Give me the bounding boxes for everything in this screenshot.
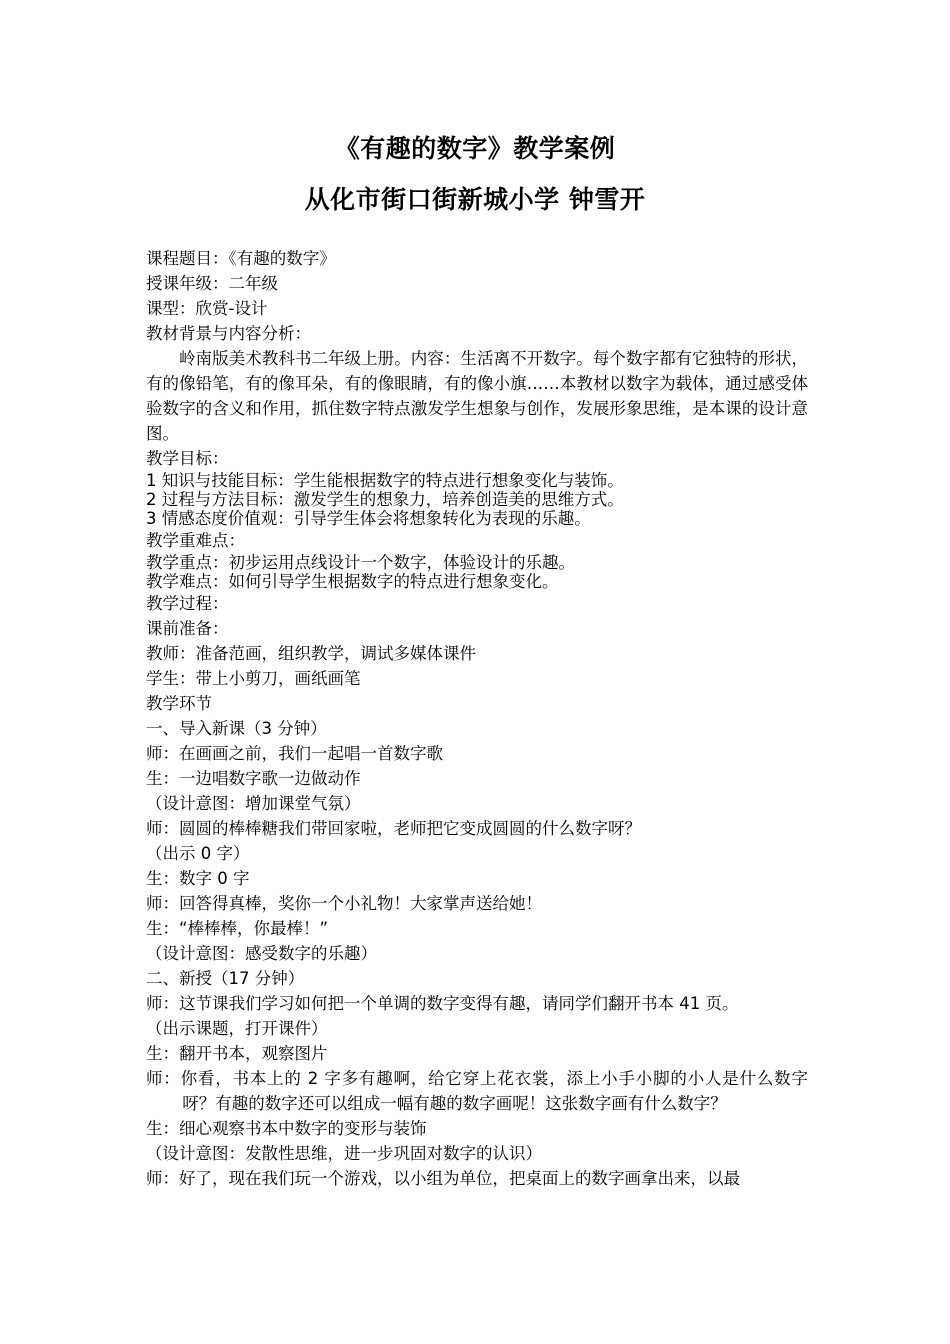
text-line: 授课年级：二年级: [146, 274, 278, 293]
text-line: 课型：欣赏-设计: [146, 299, 268, 318]
text-line: 师：在画画之前，我们一起唱一首数字歌: [146, 744, 443, 763]
text-line: 教学过程：: [146, 594, 229, 613]
text-line: 生：“棒棒棒，你最棒！”: [146, 919, 329, 938]
text-line: 课程题目：《有趣的数字》: [146, 249, 336, 268]
text-line: 3 情感态度价值观：引导学生体会将想象转化为表现的乐趣。: [146, 509, 591, 528]
text-line: （出示课题，打开课件）: [146, 1019, 328, 1038]
text-line: 教学重难点：: [146, 531, 245, 550]
document-author: 从化市街口街新城小学 钟雪开: [304, 185, 646, 214]
text-line: 学生：带上小剪刀，画纸画笔: [146, 669, 361, 688]
text-line: 课前准备：: [146, 619, 229, 638]
text-line: （设计意图：发散性思维，进一步巩固对数字的认识）: [146, 1144, 542, 1163]
text-line: 教学目标：: [146, 449, 229, 468]
text-line: （出示 0 字）: [146, 844, 250, 863]
text-line: 教材背景与内容分析：: [146, 324, 311, 343]
text-line: 二、新授（17 分钟）: [146, 969, 305, 988]
text-line: 教学重点：初步运用点线设计一个数字，体验设计的乐趣。: [146, 553, 575, 572]
text-line: 生：数字 0 字: [146, 869, 250, 888]
text-line: 教学难点：如何引导学生根据数字的特点进行想象变化。: [146, 572, 559, 591]
text-paragraph: 师：你看，书本上的 2 字多有趣啊，给它穿上花衣裳，添上小手小脚的小人是什么数字呀？有趣的数字还可以组成一幅有趣的数字画呢！这张数字画有什么数字？: [146, 1069, 808, 1113]
text-line: 1 知识与技能目标：学生能根据数字的特点进行想象变化与装饰。: [146, 471, 624, 490]
text-line: 生：一边唱数字歌一边做动作: [146, 769, 361, 788]
text-line: 教学环节: [146, 694, 212, 713]
text-line: 师：回答得真棒，奖你一个小礼物！大家掌声送给她！: [146, 894, 542, 913]
document-title: 《有趣的数字》教学案例: [334, 134, 616, 163]
text-line: （设计意图：增加课堂气氛）: [146, 794, 361, 813]
text-line: 师：这节课我们学习如何把一个单调的数字变得有趣，请同学们翻开书本 41 页。: [146, 994, 739, 1013]
text-line: 生：翻开书本，观察图片: [146, 1044, 328, 1063]
text-line: 2 过程与方法目标：激发学生的想象力，培养创造美的思维方式。: [146, 490, 624, 509]
text-line: （设计意图：感受数字的乐趣）: [146, 944, 377, 963]
text-line: 师：圆圆的棒棒糖我们带回家啦，老师把它变成圆圆的什么数字呀？: [146, 819, 641, 838]
text-line: 一、导入新课（3 分钟）: [146, 719, 327, 738]
text-line: 教师：准备范画，组织教学，调试多媒体课件: [146, 644, 476, 663]
text-line: 生：细心观察书本中数字的变形与装饰: [146, 1119, 427, 1138]
document-body: [146, 246, 808, 1191]
text-paragraph: 岭南版美术教科书二年级上册。内容：生活离不开数字。每个数字都有它独特的形状，有的像铅笔，有的像耳朵，有的像眼睛，有的像小旗……本教材以数字为载体，通过感受体验数字的含义和作用，抓住数字特点激发学生想象与创作，发展形象思维，是本课的设计意图。: [146, 349, 808, 443]
text-line: 师：好了，现在我们玩一个游戏，以小组为单位，把桌面上的数字画拿出来，以最: [146, 1169, 740, 1188]
